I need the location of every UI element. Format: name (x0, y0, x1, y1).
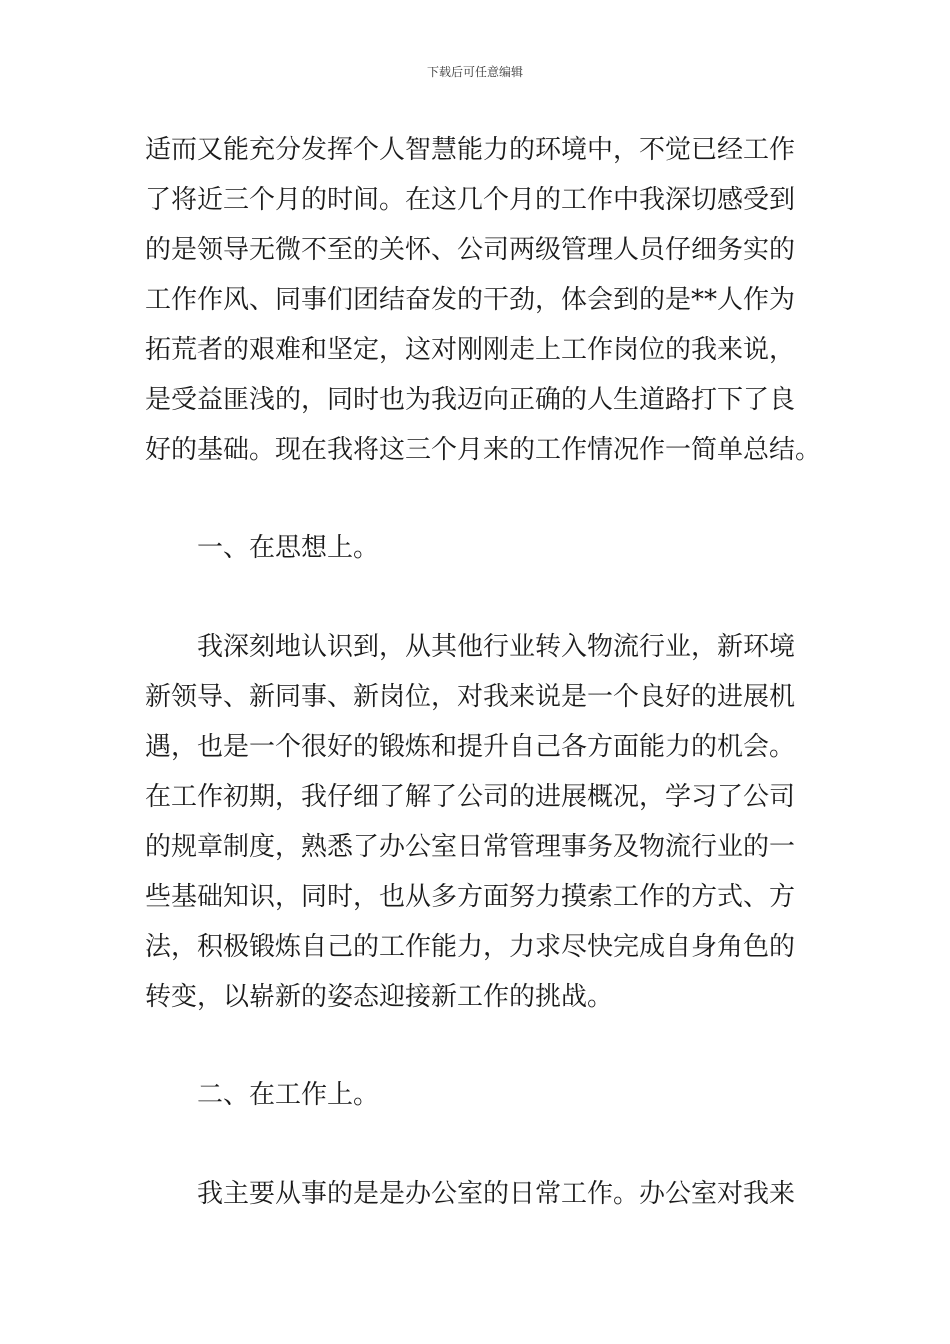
body-line: 适而又能充分发挥个人智慧能力的环境中，不觉已经工作 (145, 135, 796, 165)
body-line: 新领导、新同事、新岗位，对我来说是一个良好的进展机 (145, 682, 796, 712)
body-line: 些基础知识，同时，也从多方面努力摸索工作的方式、方 (145, 882, 796, 912)
body-line: 法，积极锻炼自己的工作能力，力求尽快完成自身角色的 (145, 932, 796, 962)
body-line: 在工作初期，我仔细了解了公司的进展概况，学习了公司 (145, 782, 796, 812)
body-line: 好的基础。现在我将这三个月来的工作情况作一简单总结。 (145, 435, 822, 465)
section-heading: 二、在工作上。 (197, 1080, 380, 1110)
body-line: 的规章制度，熟悉了办公室日常管理事务及物流行业的一 (145, 832, 796, 862)
body-line: 我主要从事的是是办公室的日常工作。办公室对我来 (197, 1179, 796, 1209)
body-line: 了将近三个月的时间。在这几个月的工作中我深切感受到 (145, 185, 796, 215)
body-line: 工作作风、同事们团结奋发的干劲，体会到的是**人作为 (145, 285, 796, 315)
body-line: 转变，以崭新的姿态迎接新工作的挑战。 (145, 982, 614, 1012)
body-line: 拓荒者的艰难和坚定，这对刚刚走上工作岗位的我来说， (145, 335, 796, 365)
body-line: 是受益匪浅的，同时也为我迈向正确的人生道路打下了良 (145, 385, 796, 415)
body-line: 我深刻地认识到，从其他行业转入物流行业，新环境 (197, 632, 796, 662)
section-heading: 一、在思想上。 (197, 533, 380, 563)
body-line: 的是领导无微不至的关怀、公司两级管理人员仔细务实的 (145, 235, 796, 265)
body-line: 遇，也是一个很好的锻炼和提升自己各方面能力的机会。 (145, 732, 796, 762)
page-header: 下载后可任意编辑 (426, 65, 523, 79)
